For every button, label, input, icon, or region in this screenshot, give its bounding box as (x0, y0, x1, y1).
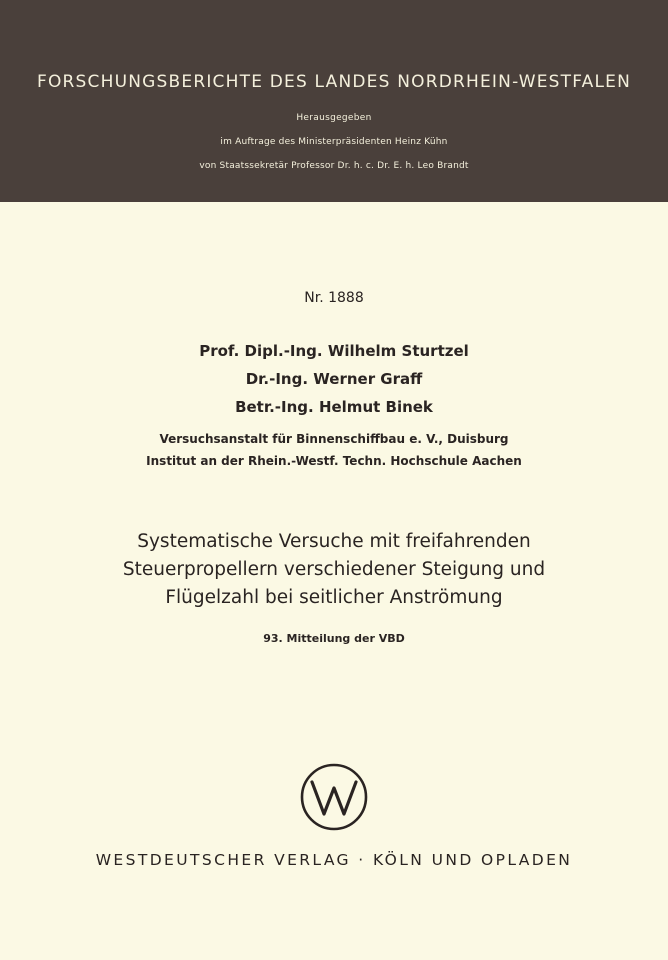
title-line-1: Systematische Versuche mit freifahrenden (137, 531, 531, 552)
report-number: Nr. 1888 (304, 290, 364, 306)
auftrag-line: im Auftrage des Ministerpräsidenten Heinz Kühn (220, 137, 448, 147)
subtitle-mitteilung: 93. Mitteilung der VBD (263, 632, 405, 645)
staatssekretaer-line: von Staatssekretär Professor Dr. h. c. Dr. E. h. Leo Brandt (199, 161, 469, 171)
series-title: FORSCHUNGSBERICHTE DES LANDES NORDRHEIN-WESTFALEN (36, 72, 632, 92)
title-line-3: Flügelzahl bei seitlicher Anströmung (165, 587, 503, 608)
institution-2: Institut an der Rhein.-Westf. Techn. Hochschule Aachen (146, 454, 522, 468)
westdeutscher-verlag-w-logo-icon (299, 762, 369, 832)
series-header-band (0, 0, 668, 202)
herausgegeben-line: Herausgegeben (296, 113, 372, 123)
publisher-line: WESTDEUTSCHER VERLAG · KÖLN UND OPLADEN (95, 851, 573, 869)
institution-1: Versuchsanstalt für Binnenschiffbau e. V., Duisburg (159, 432, 509, 446)
author-2: Dr.-Ing. Werner Graff (245, 370, 423, 388)
author-3: Betr.-Ing. Helmut Binek (235, 398, 433, 416)
title-line-2: Steuerpropellern verschiedener Steigung und (122, 559, 546, 580)
author-1: Prof. Dipl.-Ing. Wilhelm Sturtzel (199, 342, 469, 360)
